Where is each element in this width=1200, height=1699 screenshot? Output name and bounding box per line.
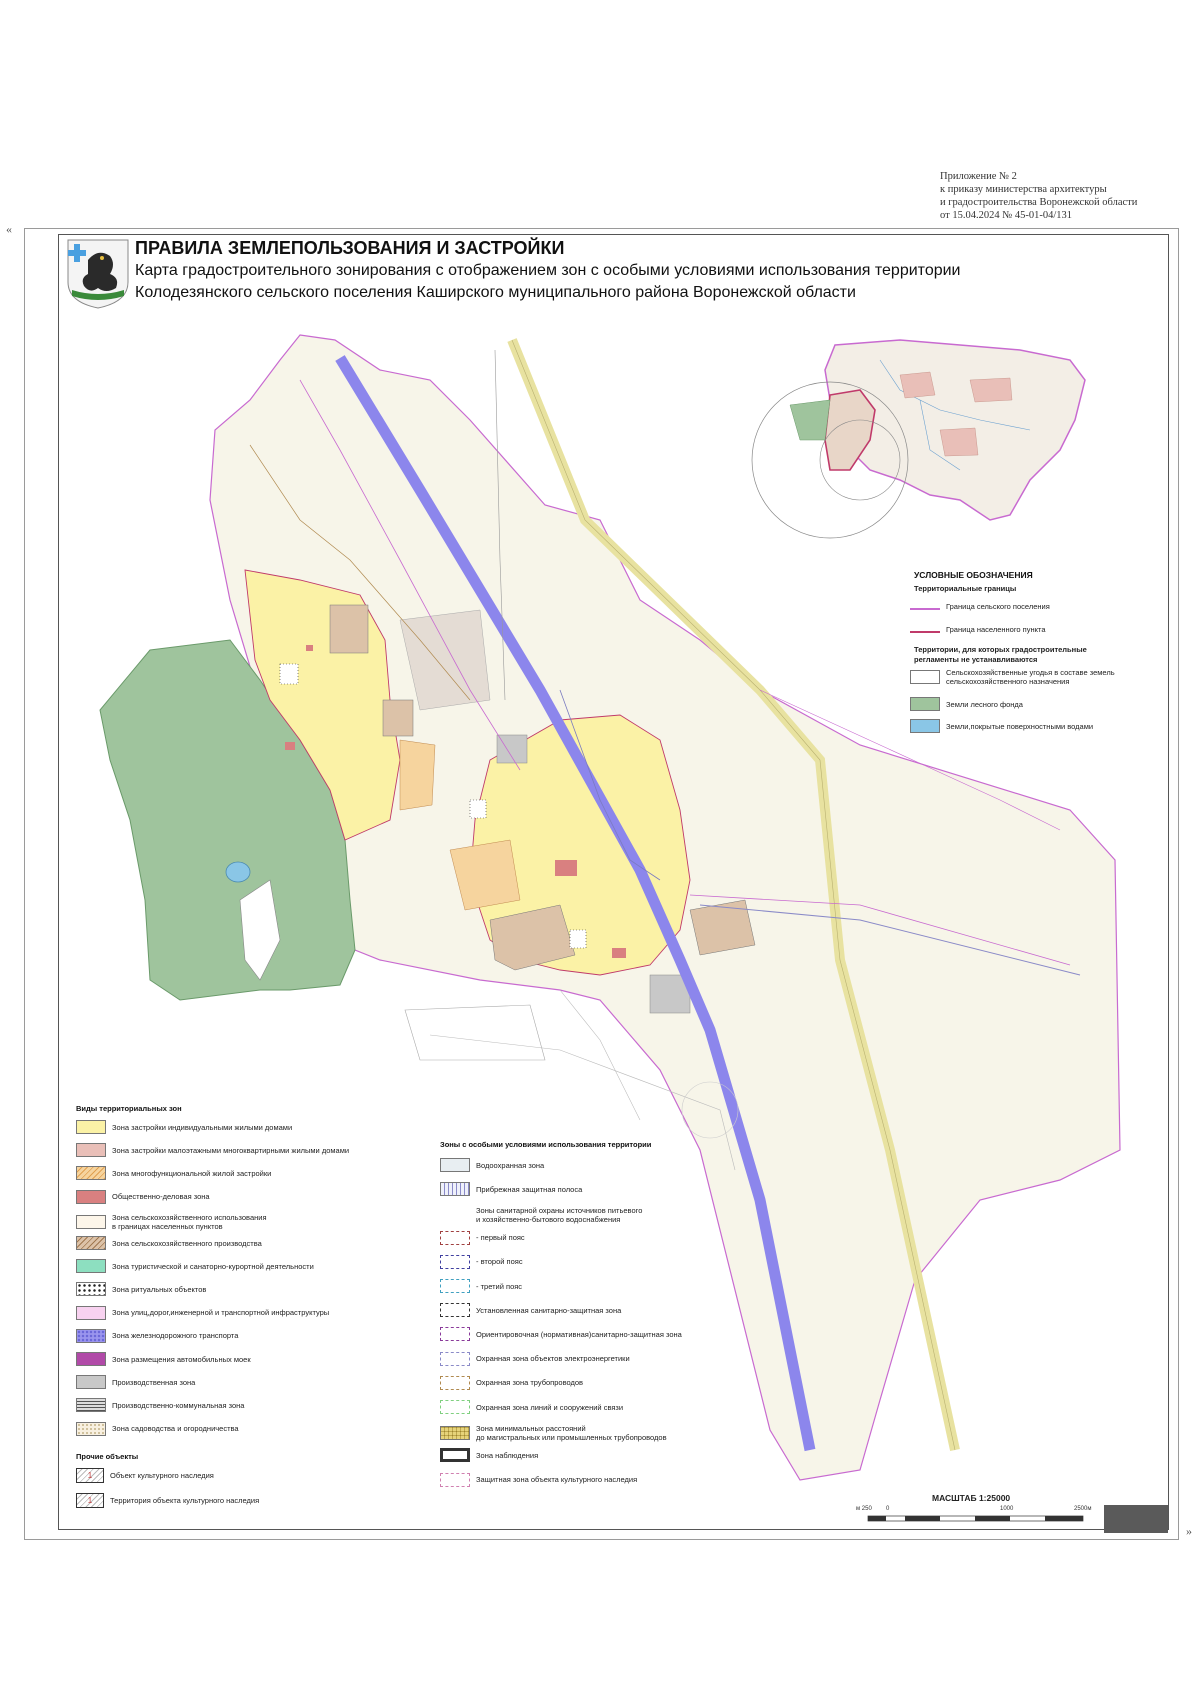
scale-label: 2500м (1074, 1506, 1092, 1512)
public-zone (306, 645, 313, 651)
line-swatch (440, 1255, 470, 1269)
color-swatch (76, 1259, 106, 1273)
legend-label: Охранная зона объектов электроэнергетики (476, 1354, 630, 1364)
line-swatch (440, 1448, 470, 1462)
legend-item-heritage-object (76, 1468, 214, 1483)
legend-zone-item (76, 1422, 239, 1436)
legend-label: - второй пояс (476, 1257, 523, 1267)
legend-special-item (440, 1279, 522, 1293)
legend-zone-item (76, 1120, 292, 1134)
legend-zone-item (76, 1375, 195, 1389)
scale-title: МАСШТАБ 1:25000 (932, 1493, 1011, 1503)
document-title: ПРАВИЛА ЗЕМЛЕПОЛЬЗОВАНИЯ И ЗАСТРОЙКИ (135, 238, 565, 258)
legend-item-water-land (910, 719, 1093, 733)
legend-label: Производственно-коммунальная зона (112, 1400, 245, 1410)
legend-zone-item (76, 1352, 251, 1366)
legend-zone-item (76, 1236, 262, 1250)
heritage-badge: 1 (76, 1468, 104, 1483)
color-swatch (76, 1190, 106, 1204)
line-swatch (440, 1327, 470, 1341)
legend-special-item (440, 1255, 523, 1269)
legend-special-item (440, 1400, 623, 1414)
legend-special-title: Зоны с особыми условиями использования территории (440, 1140, 652, 1149)
legend-label: Зоны санитарной охраны источников питьевого и хозяйственно-бытового водоснабжения (476, 1206, 643, 1225)
appendix-line: и градостроительства Воронежской области (940, 197, 1138, 208)
color-swatch (76, 1329, 106, 1343)
legend-label: Зона застройки индивидуальными жилыми домами (112, 1122, 293, 1132)
ritual-zone (570, 930, 586, 948)
prev-page-link[interactable]: « (6, 222, 12, 236)
agri-land-block (405, 1005, 545, 1060)
color-swatch (76, 1215, 106, 1229)
legend-label: Водоохранная зона (476, 1160, 545, 1170)
color-swatch (910, 670, 940, 684)
line-swatch (440, 1352, 470, 1366)
appendix-line: от 15.04.2024 № 45-01-04/131 (940, 210, 1073, 221)
color-swatch (76, 1306, 106, 1320)
legend-label: Граница населенного пункта (946, 625, 1046, 634)
agri-production-zone (690, 900, 755, 955)
legend-label: Граница сельского поселения (946, 602, 1050, 611)
color-swatch (76, 1166, 106, 1180)
scale-label: м 250 (856, 1506, 872, 1512)
legend-label: Земли лесного фонда (946, 699, 1023, 709)
legend-label: - первый пояс (476, 1233, 525, 1243)
legend-label: Объект культурного наследия (110, 1471, 214, 1480)
color-swatch (76, 1398, 106, 1412)
legend-item-settlement-boundary (910, 602, 1050, 611)
organization-stamp-icon (1104, 1505, 1168, 1533)
legend-special-item (440, 1352, 630, 1366)
heritage-badge: 1 (76, 1493, 104, 1508)
legend-label: Охранная зона линий и сооружений связи (476, 1402, 624, 1412)
legend-special-item (440, 1327, 682, 1341)
legend-label: Зона многофункциональной жилой застройки (112, 1168, 272, 1178)
next-page-link[interactable]: » (1186, 1524, 1192, 1538)
legend-special-item (440, 1424, 667, 1442)
ritual-zone (470, 800, 486, 818)
legend-special-item (440, 1376, 583, 1390)
legend-zones-title: Виды территориальных зон (76, 1104, 182, 1113)
legend-label: Зона размещения автомобильных моек (112, 1354, 251, 1364)
legend-special-item (440, 1158, 544, 1172)
legend-zone-item (76, 1259, 314, 1273)
appendix-line: к приказу министерства архитектуры (940, 184, 1107, 195)
legend-zone-item (76, 1190, 210, 1204)
legend-section-heading: Территории, для которых градостроительные регламенты не устанавливаются (914, 645, 1087, 664)
line-swatch (440, 1279, 470, 1293)
scale-bar (868, 1516, 1083, 1521)
legend-label: Территория объекта культурного наследия (110, 1496, 260, 1505)
color-swatch (910, 697, 940, 711)
color-swatch (76, 1120, 106, 1134)
line-swatch (440, 1231, 470, 1245)
legend-special-item (440, 1473, 637, 1487)
legend-special-item (440, 1206, 642, 1224)
legend-label: Зона туристической и санаторно-курортной деятельности (112, 1261, 314, 1271)
legend-special-item (440, 1448, 538, 1462)
legend-label: Прибрежная защитная полоса (476, 1184, 583, 1194)
legend-special-item (440, 1182, 582, 1196)
legend-item-forest-land (910, 697, 1023, 711)
legend-item-locality-boundary (910, 625, 1046, 634)
multifunctional-zone (400, 740, 435, 810)
legend-special-item (440, 1303, 621, 1317)
water-body (226, 862, 250, 882)
public-zone (612, 948, 626, 958)
production-zone (497, 735, 527, 763)
legend-label: Зона улиц,дорог,инженерной и транспортной инфраструктуры (112, 1308, 330, 1318)
scale-label: 1000 (1000, 1506, 1014, 1512)
legend-label: Общественно-деловая зона (112, 1192, 210, 1202)
color-swatch (76, 1422, 106, 1436)
line-swatch (440, 1473, 470, 1487)
line-swatch (440, 1158, 470, 1172)
line-swatch (440, 1426, 470, 1440)
scale-label: 0 (886, 1506, 890, 1512)
document-subtitle: Колодезянского сельского поселения Каширского муниципального района Воронежской области (135, 284, 856, 301)
legend-special-item (440, 1231, 525, 1245)
legend-label: Зона сельскохозяйственного производства (112, 1238, 262, 1248)
legend-label: Сельскохозяйственные угодья в составе земель сельскохозяйственного назначения (946, 668, 1115, 686)
inset-locator-map (752, 321, 1117, 539)
line-swatch (440, 1208, 470, 1222)
color-swatch (76, 1375, 106, 1389)
line-swatch (440, 1400, 470, 1414)
legend-label: Производственная зона (112, 1377, 196, 1387)
coat-of-arms-icon (66, 238, 130, 310)
agri-production-zone (383, 700, 413, 736)
legend-label: Зона наблюдения (476, 1450, 539, 1460)
legend-item-heritage-territory (76, 1493, 259, 1508)
legend-zone-item (76, 1166, 271, 1180)
public-zone (555, 860, 577, 876)
legend-title: УСЛОВНЫЕ ОБОЗНАЧЕНИЯ (914, 570, 1033, 580)
legend-label: Защитная зона объекта культурного наследия (476, 1475, 638, 1485)
legend-label: Охранная зона трубопроводов (476, 1378, 584, 1388)
legend-label: Зона ритуальных объектов (112, 1284, 207, 1294)
legend-other-title: Прочие объекты (76, 1452, 139, 1461)
line-swatch (440, 1303, 470, 1317)
legend-zone-item (76, 1398, 244, 1412)
appendix-line: Приложение № 2 (940, 171, 1017, 182)
line-swatch (440, 1376, 470, 1390)
legend-zone-item (76, 1213, 267, 1231)
legend-zone-item (76, 1329, 238, 1343)
legend-label: Зона застройки малоэтажными многоквартирными жилыми домами (112, 1145, 350, 1155)
public-zone (285, 742, 295, 750)
document-subtitle: Карта градостроительного зонирования с отображением зон с особыми условиями использования территории (135, 262, 961, 279)
line-swatch (440, 1182, 470, 1196)
legend-label: - третий пояс (476, 1281, 523, 1291)
legend-item-agri-land (910, 668, 1115, 686)
color-swatch (76, 1236, 106, 1250)
legend-label: Зона сельскохозяйственного использования в границах населенных пунктов (112, 1212, 267, 1231)
color-swatch (76, 1143, 106, 1157)
agri-production-zone (330, 605, 368, 653)
legend-label: Зона минимальных расстояний до магистральных или промышленных трубопроводов (476, 1424, 667, 1443)
legend-zone-item (76, 1143, 349, 1157)
legend-label: Зона железнодорожного транспорта (112, 1331, 239, 1341)
color-swatch (76, 1352, 106, 1366)
legend-section-heading: Территориальные границы (914, 584, 1017, 593)
legend-label: Зона садоводства и огородничества (112, 1424, 239, 1434)
legend-label: Земли,покрытые поверхностными водами (946, 721, 1094, 731)
legend-zone-item (76, 1306, 329, 1320)
legend-label: Ориентировочная (нормативная)санитарно-защитная зона (476, 1329, 682, 1339)
legend-zone-item (76, 1282, 206, 1296)
legend-label: Установленная санитарно-защитная зона (476, 1305, 622, 1315)
color-swatch (910, 719, 940, 733)
ritual-zone (280, 664, 298, 684)
color-swatch (76, 1282, 106, 1296)
